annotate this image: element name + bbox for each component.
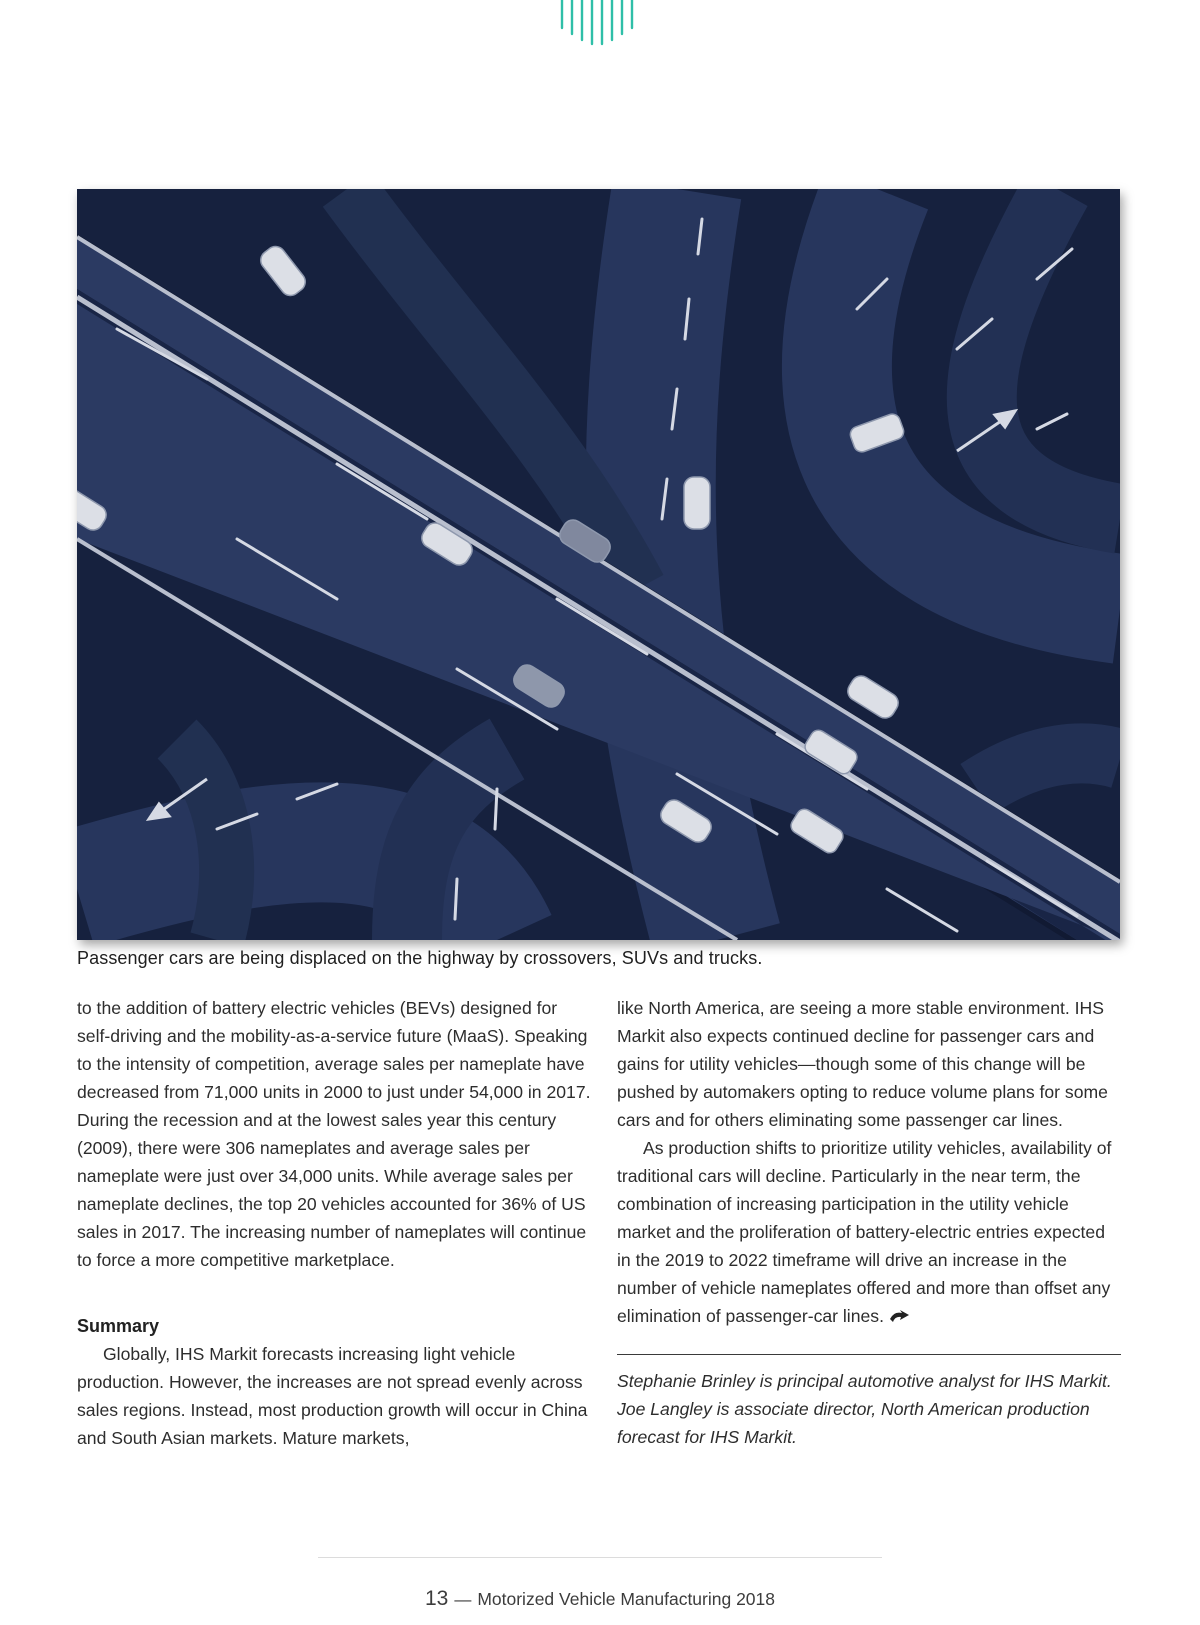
paragraph-text: As production shifts to prioritize utility vehicles, availability of traditional cars will decline. Particularly in the near term, the combination of increasing participation in the utility vehicle market and the proliferation of battery-electric entries expected in the 2019 to 2022 timeframe will drive an increase in the number of vehicle nameplates offered and more than offset any elimination of passenger-car lines.: [617, 1138, 1112, 1326]
left-column: [77, 994, 592, 1452]
footer-divider: [318, 1557, 882, 1558]
body-paragraph: like North America, are seeing a more stable environment. IHS Markit also expects continued decline for passenger cars and gains for utility vehicles—though some of this change will be pushed by automakers opting to reduce volume plans for some cars and for others eliminating some passenger car lines.: [617, 998, 1108, 1130]
bio-divider: [617, 1354, 1121, 1355]
photo-caption: Passenger cars are being displaced on the highway by crossovers, SUVs and trucks.: [77, 948, 763, 968]
page-number: 13: [424, 1587, 449, 1610]
end-mark-icon: [888, 1310, 910, 1324]
highway-photo: [77, 189, 1120, 940]
body-paragraph: [617, 1134, 1121, 1330]
body-paragraph: to the addition of battery electric vehicles (BEVs) designed for self-driving and the mobility-as-a-service future (MaaS). Speaking to the intensity of competition, average sales per nameplate have decreased from 71,000 units in 2000 to just under 54,000 in 2017. During the recession and at the lowest sales year this century (2009), there were 306 nameplates and average sales per nameplate were just over 34,000 units. While average sales per nameplate declines, the top 20 vehicles accounted for 36% of US sales in 2017. The increasing number of nameplates will continue to force a more competitive marketplace.: [77, 998, 591, 1270]
right-column: [617, 994, 1121, 1451]
page-footer: [0, 1587, 1200, 1611]
overpass-photo: [77, 189, 1120, 940]
decorative-lines-icon: [556, 0, 640, 46]
section-heading: Summary: [77, 1316, 160, 1336]
footer-separator: —: [454, 1590, 472, 1609]
author-bio: Stephanie Brinley is principal automotive analyst for IHS Markit. Joe Langley is associate director, North American production forecast for IHS Markit.: [617, 1371, 1112, 1447]
publication-title: Motorized Vehicle Manufacturing 2018: [477, 1589, 776, 1609]
body-paragraph: Globally, IHS Markit forecasts increasing light vehicle production. However, the increases are not spread evenly across sales regions. Instead, most production growth will occur in China and South Asian markets. Mature markets,: [77, 1344, 588, 1448]
